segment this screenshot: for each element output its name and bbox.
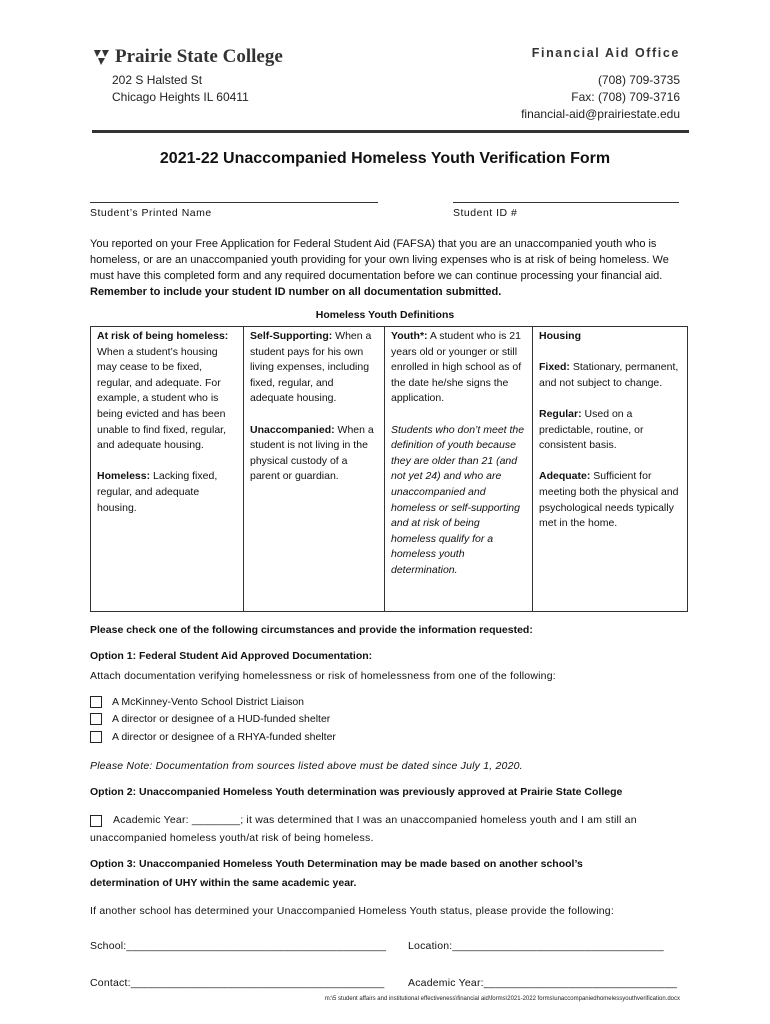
college-logo (92, 46, 283, 68)
unaccompanied-heading: Unaccompanied: (250, 423, 335, 436)
student-name-label: Student’s Printed Name (90, 207, 212, 219)
youth-note: Students who don’t meet the definition of youth because they are older than 21 (and not yet 24) and who are unaccompanied and homeless or self-supporting and at risk of being homeless qualify for a homeless youth determination. (391, 423, 525, 576)
homeless-text: Lacking fixed, regular, and adequate housing. (97, 470, 218, 514)
option1-text: Attach documentation verifying homelessness or risk of homelessness from one of the following: (90, 670, 556, 682)
intro-reminder: Remember to include your student ID number on all documentation submitted. (90, 286, 502, 298)
option2-checkbox[interactable] (90, 815, 102, 827)
option3-heading-line1: Option 3: Unaccompanied Homeless Youth Determination may be made based on another school’s (90, 858, 583, 870)
student-id-field[interactable] (453, 202, 679, 203)
housing-heading: Housing (539, 330, 581, 342)
logo-mark-icon (92, 48, 112, 66)
definition-col-housing (533, 327, 688, 612)
youth-heading: Youth*: (391, 330, 428, 342)
contact-field[interactable]: Contact:__________________________________________ (90, 977, 385, 989)
student-name-field[interactable] (90, 202, 378, 203)
phone-number: (708) 709-3735 (597, 73, 680, 87)
adequate-text: Sufficient for meeting both the physical and psychological needs typically met in the home. (539, 470, 679, 530)
student-id-label: Student ID # (453, 207, 518, 219)
homeless-heading: Homeless: (97, 470, 151, 483)
office-name: Financial Aid Office (531, 46, 680, 60)
header-divider (92, 130, 689, 133)
choice-label: A McKinney-Vento School District Liaison (112, 696, 305, 708)
academic-year-field[interactable]: Academic Year:________________________________ (408, 977, 678, 989)
fax-number: Fax: (708) 709-3716 (571, 90, 680, 104)
option2-line2: unaccompanied homeless youth/at risk of being homeless. (90, 832, 374, 844)
fixed-heading: Fixed: (539, 361, 570, 374)
location-field[interactable]: Location:___________________________________ (408, 940, 664, 952)
school-field[interactable]: School:___________________________________________ (90, 940, 387, 952)
definitions-title: Homeless Youth Definitions (315, 309, 455, 321)
college-name: Prairie State College (115, 46, 283, 67)
at-risk-text: When a student’s housing may cease to be fixed, regular, and adequate. For example, a student who is being evicted and has been unable to find fixed, regular, and adequate housing. (97, 345, 227, 452)
option1-choice-rhya[interactable] (90, 730, 336, 744)
at-risk-heading: At risk of being homeless: (97, 330, 229, 342)
choice-label: A director or designee of a RHYA-funded shelter (112, 731, 336, 743)
definitions-table (90, 326, 688, 612)
office-contact (521, 72, 680, 123)
email-address: financial-aid@prairiestate.edu (521, 107, 680, 121)
regular-heading: Regular: (539, 407, 582, 420)
definition-col-self-supporting (244, 327, 385, 612)
adequate-heading: Adequate: (539, 470, 591, 483)
intro-text: You reported on your Free Application for Federal Student Aid (FAFSA) that you are an unaccompanied youth who is homeless, or are an unaccompanied youth providing for your own living expenses who is at risk of being homeless. We must have this completed form and any required documentation before we can continue processing your financial aid. (90, 238, 669, 282)
self-supporting-text: When a student pays for his own living expenses, including fixed, regular, and adequate housing. (250, 330, 372, 405)
definition-col-at-risk (91, 327, 244, 612)
checkbox[interactable] (90, 696, 102, 708)
option1-note: Please Note: Documentation from sources listed above must be dated since July 1, 2020. (90, 760, 523, 772)
option2-line1: Academic Year: ________; it was determined that I was an unaccompanied homeless youth and I am still an (113, 814, 637, 826)
college-address (112, 72, 249, 106)
definition-col-youth (385, 327, 533, 612)
option1-heading: Option 1: Federal Student Aid Approved Documentation: (90, 650, 373, 662)
intro-paragraph (90, 236, 688, 300)
checkbox[interactable] (90, 731, 102, 743)
address-line-2: Chicago Heights IL 60411 (112, 90, 249, 104)
file-path-footer: m:\5 student affairs and institutional effectiveness\financial aid\forms\2021-2022 forms\unaccompaniedhomelessyouthverification.docx (324, 996, 680, 1002)
instructions: Please check one of the following circumstances and provide the information requested: (90, 624, 533, 636)
self-supporting-heading: Self-Supporting: (250, 330, 333, 342)
checkbox[interactable] (90, 713, 102, 725)
fixed-text: Stationary, permanent, and not subject to change. (539, 361, 679, 389)
regular-text: Used on a predictable, routine, or consistent basis. (539, 407, 644, 452)
option1-choice-mckinney[interactable] (90, 695, 304, 709)
form-title: 2021-22 Unaccompanied Homeless Youth Verification Form (159, 150, 611, 167)
choice-label: A director or designee of a HUD-funded shelter (112, 713, 331, 725)
option2-heading: Option 2: Unaccompanied Homeless Youth determination was previously approved at Prairie State College (90, 786, 623, 798)
option3-heading-line2: determination of UHY within the same academic year. (90, 877, 357, 889)
option3-text: If another school has determined your Unaccompanied Homeless Youth status, please provide the following: (90, 905, 614, 917)
address-line-1: 202 S Halsted St (112, 73, 203, 87)
unaccompanied-text: When a student is not living in the physical custody of a parent or guardian. (250, 423, 374, 483)
youth-text: A student who is 21 years old or younger or still enrolled in high school as of the date he/she signs the application. (391, 330, 522, 405)
option1-choice-hud[interactable] (90, 712, 330, 726)
